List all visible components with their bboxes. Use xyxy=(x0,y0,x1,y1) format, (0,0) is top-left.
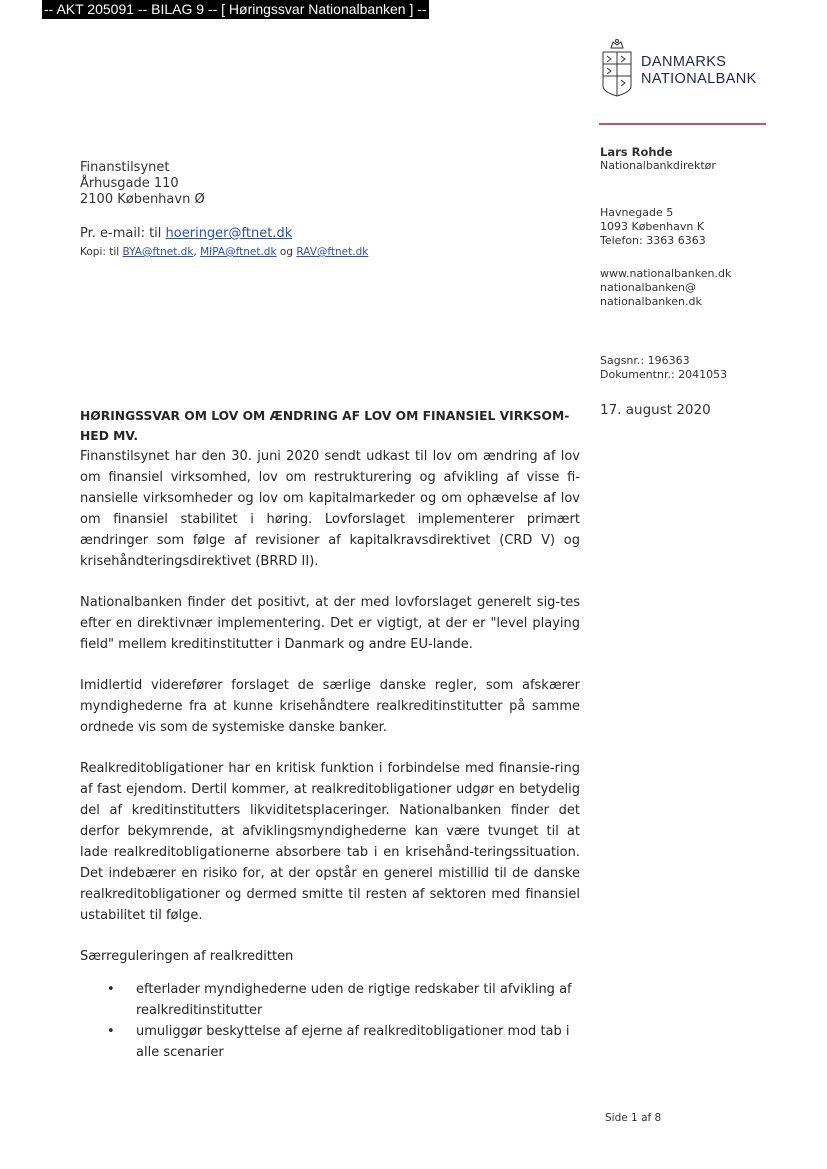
list-item xyxy=(107,979,580,1021)
sender-name: Lars Rohde xyxy=(600,145,673,159)
sender-email-line-2: nationalbanken.dk xyxy=(600,295,702,308)
letter-date: 17. august 2020 xyxy=(600,402,711,418)
page-number: Side 1 af 8 xyxy=(605,1112,662,1124)
bank-name-line-1: DANMARKS xyxy=(641,54,727,70)
bank-name-line-2: NATIONALBANK xyxy=(641,71,757,87)
document-number: Dokumentnr.: 2041053 xyxy=(600,368,728,381)
letter-heading: HØRINGSSVAR OM LOV OM ÆNDRING AF LOV OM FINANSIEL VIRKSOM-HED MV. xyxy=(80,409,570,443)
recipient-org: Finanstilsynet xyxy=(80,160,170,175)
list-intro: Særreguleringen af realkreditten xyxy=(80,949,294,964)
sender-address xyxy=(600,206,706,248)
document-banner: -- AKT 205091 -- BILAG 9 -- [ Høringssvar Nationalbanken ] -- xyxy=(44,1,427,17)
royal-crest-icon xyxy=(599,38,635,100)
letter-body xyxy=(80,406,580,1063)
copy-link-bya[interactable]: BYA@ftnet.dk xyxy=(122,246,194,258)
copy-link-mipa[interactable]: MIPA@ftnet.dk xyxy=(200,246,277,258)
sender-web: www.nationalbanken.dk xyxy=(600,267,732,280)
email-link[interactable]: hoeringer@ftnet.dk xyxy=(165,226,293,241)
recipient-city: 2100 København Ø xyxy=(80,192,205,207)
sender-block xyxy=(600,145,716,173)
case-references xyxy=(600,354,727,382)
email-prefix: Pr. e-mail: til xyxy=(80,226,166,241)
accent-rule xyxy=(599,123,766,125)
bullet-icon: • xyxy=(107,982,115,997)
bullet-icon: • xyxy=(107,1024,115,1039)
list-item xyxy=(107,1021,580,1063)
bullet-list xyxy=(80,979,580,1063)
copy-prefix: Kopi: til xyxy=(80,246,123,258)
paragraph-2: Nationalbanken finder det positivt, at der med lovforslaget generelt sig-tes efter en direktivnær implementering. Det er vigtigt, at der er "level playing field" mellem kreditinstitutter i Danmark og andre EU-lande. xyxy=(80,595,580,652)
sender-phone: Telefon: 3363 6363 xyxy=(600,234,706,247)
bank-logo xyxy=(599,38,779,100)
paragraph-1: Finanstilsynet har den 30. juni 2020 sendt udkast til lov om ændring af lov om finansiel virksomhed, lov om restrukturering og afvikling af visse fi-nansielle virksomheder og lov om kapitalmarkeder og om ophævelse af lov om finansiel stabilitet i høring. Lovforslaget implementerer primært ændringer som følge af revisioner af kapitalkravsdirektivet (CRD V) og krisehåndteringsdirektivet (BRRD II). xyxy=(80,449,580,569)
sender-city: 1093 København K xyxy=(600,220,705,233)
bank-name xyxy=(641,54,757,88)
copy-separator-1: , xyxy=(193,246,201,258)
paragraph-3: Imidlertid viderefører forslaget de særlige danske regler, som afskærer myndighederne fra at kunne krisehåndtere realkreditinstitutter på samme ordnede vis som de systemiske danske banker. xyxy=(80,678,580,735)
copy-separator-2: og xyxy=(276,246,297,258)
list-item-text: umuliggør beskyttelse af ejerne af realkreditobligationer mod tab i alle scenarier xyxy=(136,1024,570,1060)
copy-link-rav[interactable]: RAV@ftnet.dk xyxy=(296,246,369,258)
recipient-street: Århusgade 110 xyxy=(80,176,179,191)
sender-contact xyxy=(600,267,731,309)
sender-email-line-1: nationalbanken@ xyxy=(600,281,696,294)
sender-title: Nationalbankdirektør xyxy=(600,159,716,172)
sender-street: Havnegade 5 xyxy=(600,206,674,219)
email-line xyxy=(80,226,292,241)
list-item-text: efterlader myndighederne uden de rigtige redskaber til afvikling af realkreditinstitutter xyxy=(136,982,572,1018)
case-number: Sagsnr.: 196363 xyxy=(600,354,690,367)
recipient-address xyxy=(80,160,205,208)
paragraph-4: Realkreditobligationer har en kritisk funktion i forbindelse med finansie-ring af fast ejendom. Dertil kommer, at realkreditobligationer udgør en betydelig del af kreditinstitutters likviditetsplaceringer. Nationalbanken finder det derfor bekymrende, at afviklingsmyndighederne kan være tvunget til at lade realkreditobligationerne absorbere tab i en krisehånd-teringssituation. Det indebærer en risiko for, at der opstår en generel mistillid til de danske realkreditobligationer og dermed smitte til resten af sektoren med finansiel ustabilitet til følge. xyxy=(80,761,580,923)
copy-line xyxy=(80,246,368,258)
